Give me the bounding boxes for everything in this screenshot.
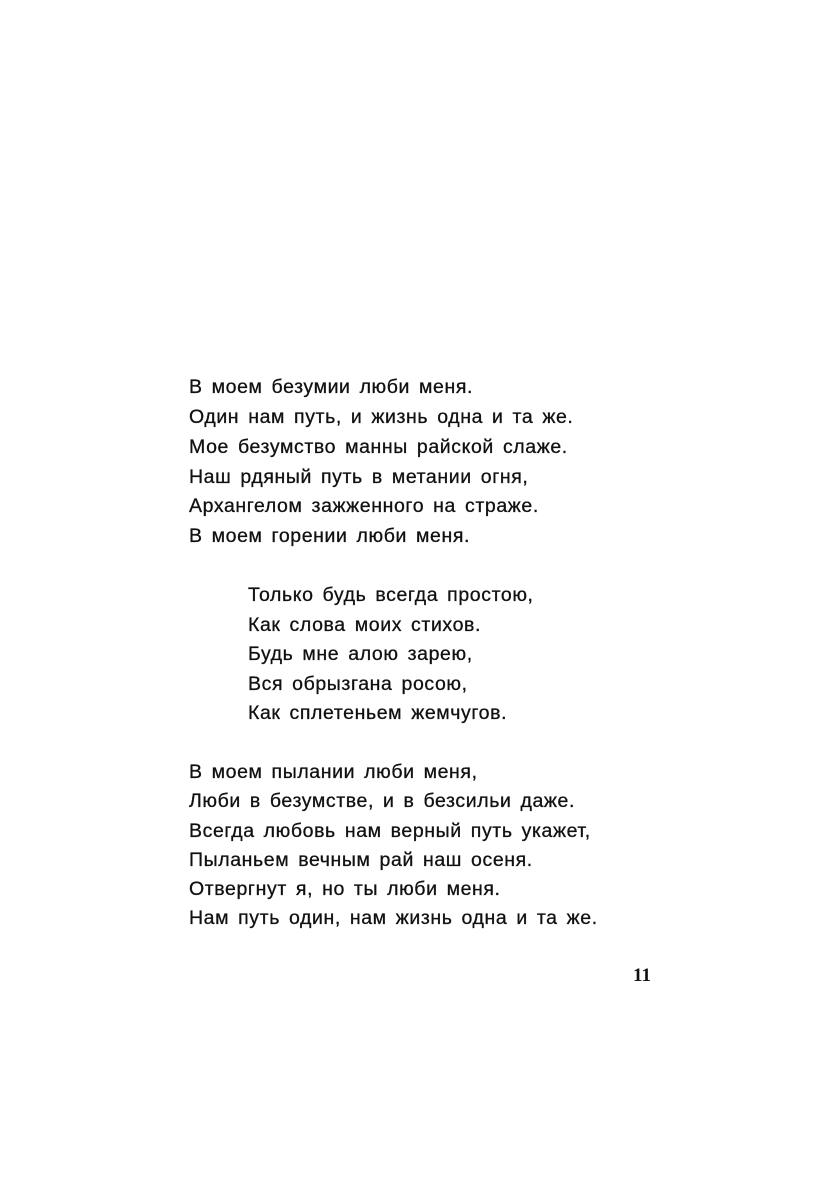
poem-line: Отвергнут я, но ты люби меня.	[189, 878, 501, 900]
poem-line: Будь мне алою зарею,	[248, 643, 473, 665]
poem-line: Пыланьем вечным рай наш осеня.	[189, 849, 533, 871]
poem-line: Люби в безумстве, и в безсильи даже.	[189, 790, 576, 812]
poem-line: Только будь всегда простою,	[248, 584, 534, 606]
poem-line: Мое безумство манны райской слаже.	[189, 436, 568, 458]
page-number: 11	[633, 965, 651, 986]
poem-line: Всегда любовь нам верный путь укажет,	[189, 820, 591, 842]
poem-line: В моем горении люби меня.	[189, 525, 471, 547]
poem-line: Архангелом зажженного на страже.	[189, 495, 539, 517]
poem-line: Один нам путь, и жизнь одна и та же.	[189, 406, 574, 428]
poem-line: Наш рдяный путь в метании огня,	[189, 466, 529, 488]
poem-line: Нам путь один, нам жизнь одна и та же.	[189, 907, 598, 929]
poem-line: Как слова моих стихов.	[248, 614, 481, 636]
poem-line: Вся обрызгана росою,	[248, 673, 468, 695]
poem-line: В моем безумии люби меня.	[189, 376, 474, 398]
poem-line: Как сплетеньем жемчугов.	[248, 702, 508, 724]
poem-line: В моем пылании люби меня,	[189, 761, 478, 783]
